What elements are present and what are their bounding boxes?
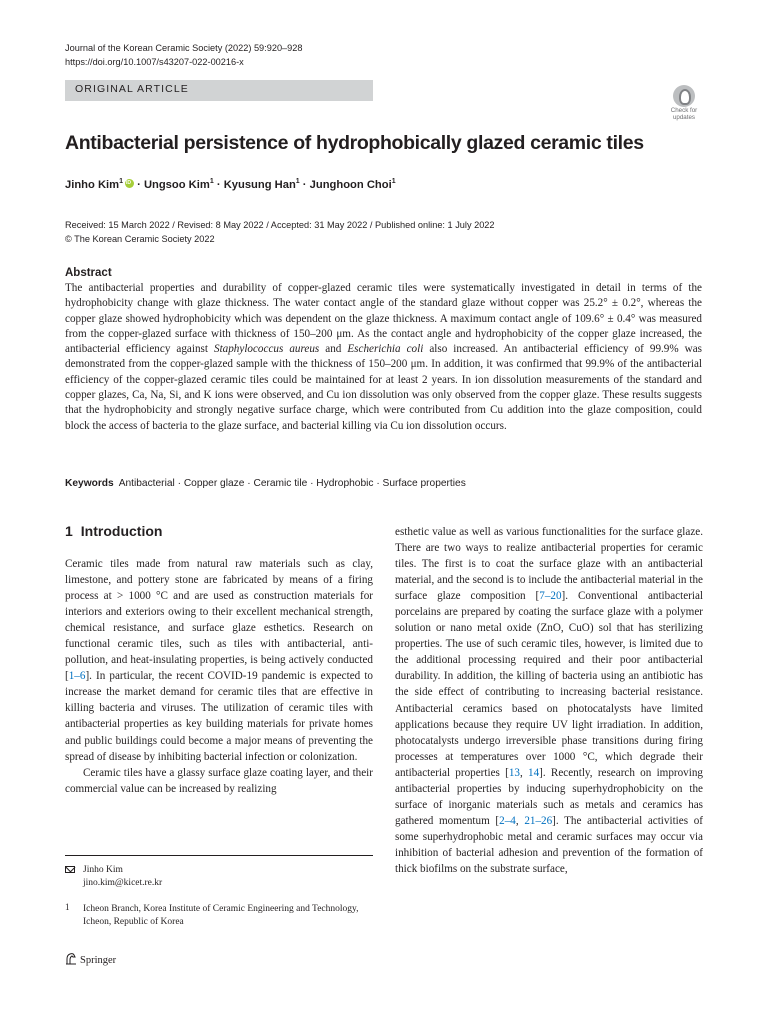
- author-separator: ·: [213, 179, 224, 191]
- author-name[interactable]: Jinho Kim: [65, 179, 120, 191]
- history-dates: Received: 15 March 2022 / Revised: 8 May 2022 / Accepted: 31 May 2022 / Published online: 1 July 2022: [65, 220, 495, 230]
- author-list: [65, 178, 396, 191]
- author-affiliation-mark: 1: [119, 178, 123, 185]
- author-name[interactable]: Ungsoo Kim: [143, 179, 210, 191]
- article-type-bar: [65, 80, 373, 101]
- author-separator: ·: [299, 179, 310, 191]
- copyright-line: © The Korean Ceramic Society 2022: [65, 234, 215, 244]
- left-column: [65, 556, 373, 797]
- section-title: Introduction: [80, 523, 163, 539]
- article-type-label: ORIGINAL ARTICLE: [75, 83, 189, 95]
- affiliation-number: 1: [65, 902, 70, 912]
- author-name[interactable]: Junghoon Choi: [309, 179, 392, 191]
- author-name[interactable]: Kyusung Han: [223, 179, 296, 191]
- author-affiliation-mark: 1: [391, 178, 396, 185]
- affiliation-text: Icheon Branch, Korea Institute of Ceramic Engineering and Technology, Icheon, Republic of Korea: [83, 904, 359, 927]
- doi-link[interactable]: https://doi.org/10.1007/s43207-022-00216-x: [65, 57, 244, 67]
- springer-horse-icon: [65, 952, 77, 965]
- intro-paragraph-1: Ceramic tiles made from natural raw materials such as clay, limestone, and pottery stone are fabricated by means of a firing process at > 1000 °C and are used as construction materials for interiors and exteriors owing to their excellent mechanical strength, chemical resistance, and surface glaze esthetics. Research on functional ceramic tiles, such as tiles with antibacterial, anti-pollution, and heat-insulating properties, is being actively conducted [1–6]. In particular, the recent COVID-19 pandemic is expected to increase the market demand for ceramic tiles that are effective in killing bacteria and viruses. The utilization of ceramic tiles with antibacterial properties as key building materials for private homes and public buildings could become a major means of preventing the spread of disease by inhibiting bacterial infection or colonization.: [65, 558, 373, 763]
- citation-link[interactable]: 1–6: [68, 670, 86, 683]
- check-for-updates-badge[interactable]: [664, 84, 704, 124]
- publisher-footer: [65, 952, 116, 966]
- keywords-label: Keywords: [65, 478, 114, 489]
- species-name: Escherichia coli: [347, 343, 424, 356]
- corresponding-author-email[interactable]: jino.kim@kicet.re.kr: [83, 878, 163, 888]
- journal-header: [65, 41, 303, 69]
- article-dates: [65, 218, 495, 246]
- species-name: Staphylococcus aureus: [214, 343, 320, 356]
- citation-link[interactable]: 7–20: [539, 590, 562, 603]
- orcid-icon[interactable]: [125, 179, 134, 188]
- footnote-divider: [65, 855, 373, 856]
- corresponding-author-name: Jinho Kim: [83, 865, 123, 875]
- article-title: Antibacterial persistence of hydrophobically glazed ceramic tiles: [65, 132, 644, 154]
- citation-link[interactable]: 14: [528, 766, 540, 779]
- abstract-body: The antibacterial properties and durability of copper-glazed ceramic tiles were systematically investigated in detail in terms of the hydrophobicity change with glaze thickness. The water contact angle of the standard glaze without copper was 25.2° ± 0.2°, whereas the copper glaze showed hydrophobicity which was dependent on the glaze thickness. A maximum contact angle of 109.6° ± 0.4° was measured from the copper-glazed surface with thickness of 150–200 μm. As the contact angle and hydrophobicity of the copper glaze increased, the antibacterial efficiency against Staphylococcus aureus and Escherichia coli also increased. An antibacterial efficiency of 99.9% was demonstrated from the copper-glazed sample with the thickness of 150–200 μm. In addition, it was confirmed that 99.9% of the antibacterial efficiency of the copper-glazed ceramic tiles could be maintained for at least 2 years. In ion dissolution measurements of the standard and copper glazes, Ca, Na, Si, and K ions were observed, and Cu ion dissolution was only observed from the copper glaze. These results suggests that the hydrophobicity and strongly negative surface charge, which were contributed from Cu addition into the glaze composition, could block the access of bacteria to the glaze surface, and bacterial killing via Cu ion dissolution occurs.: [65, 282, 702, 432]
- corresponding-author-note: [65, 864, 373, 892]
- keywords: [65, 478, 466, 489]
- check-for-updates-text: Check for updates: [670, 107, 698, 121]
- journal-citation: Journal of the Korean Ceramic Society (2022) 59:920–928: [65, 43, 303, 53]
- author-separator: ·: [133, 179, 144, 191]
- author-affiliation-mark: 1: [295, 178, 300, 185]
- author-affiliation-mark: 1: [209, 178, 214, 185]
- section-heading: [65, 523, 170, 539]
- keywords-list: Antibacterial · Copper glaze · Ceramic tile · Hydrophobic · Surface properties: [118, 478, 466, 489]
- check-for-updates-icon: [673, 85, 695, 107]
- right-column: [395, 524, 703, 877]
- citation-link[interactable]: 21–26: [524, 814, 553, 827]
- section-number: 1: [65, 523, 73, 539]
- abstract-heading: Abstract: [65, 267, 112, 279]
- envelope-icon: [65, 866, 75, 873]
- intro-paragraph-2-continued: esthetic value as well as various functionalities for the surface glaze. There are two ways to realize antibacterial properties for ceramic tiles. The first is to coat the surface glaze with an antibacterial material, and the second is to include the antibacterial material in the surface glaze composition [7–20]. Conventional antibacterial porcelains are prepared by coating the surface glaze with a polymer solution or nano metal oxide (ZnO, CuO) sol that has sterilizing properties. The use of such ceramic tiles, however, is limited due to the additional processing required and their poor antibacterial durability. In addition, the killing of bacteria using an antibiotic has the side effect of contributing to increasing bacterial resistance. Antibacterial ceramics based on photocatalysts have limited applications because they require UV light irradiation. In addition, photocatalysts undergo irreversible phase transitions during firing processes at temperatures over 1000 °C, which degrade their antibacterial properties [13, 14]. Recently, research on improving antibacterial properties by inducing superhydrophobicity on the surface of inorganic materials such as metals and ceramics has gathered momentum [2–4, 21–26]. The antibacterial activities of some superhydrophobic metal and ceramic surfaces may occur via inhibition of bacterial adhesion and prevention of the formation of thick biofilms on the substrate surface,: [395, 526, 703, 875]
- citation-link[interactable]: 13: [508, 766, 520, 779]
- intro-paragraph-2: Ceramic tiles have a glassy surface glaze coating layer, and their commercial value can be increased by realizing: [65, 766, 373, 795]
- publisher-name: Springer: [80, 955, 117, 966]
- affiliation-note: [65, 903, 373, 931]
- citation-link[interactable]: 2–4: [499, 814, 516, 827]
